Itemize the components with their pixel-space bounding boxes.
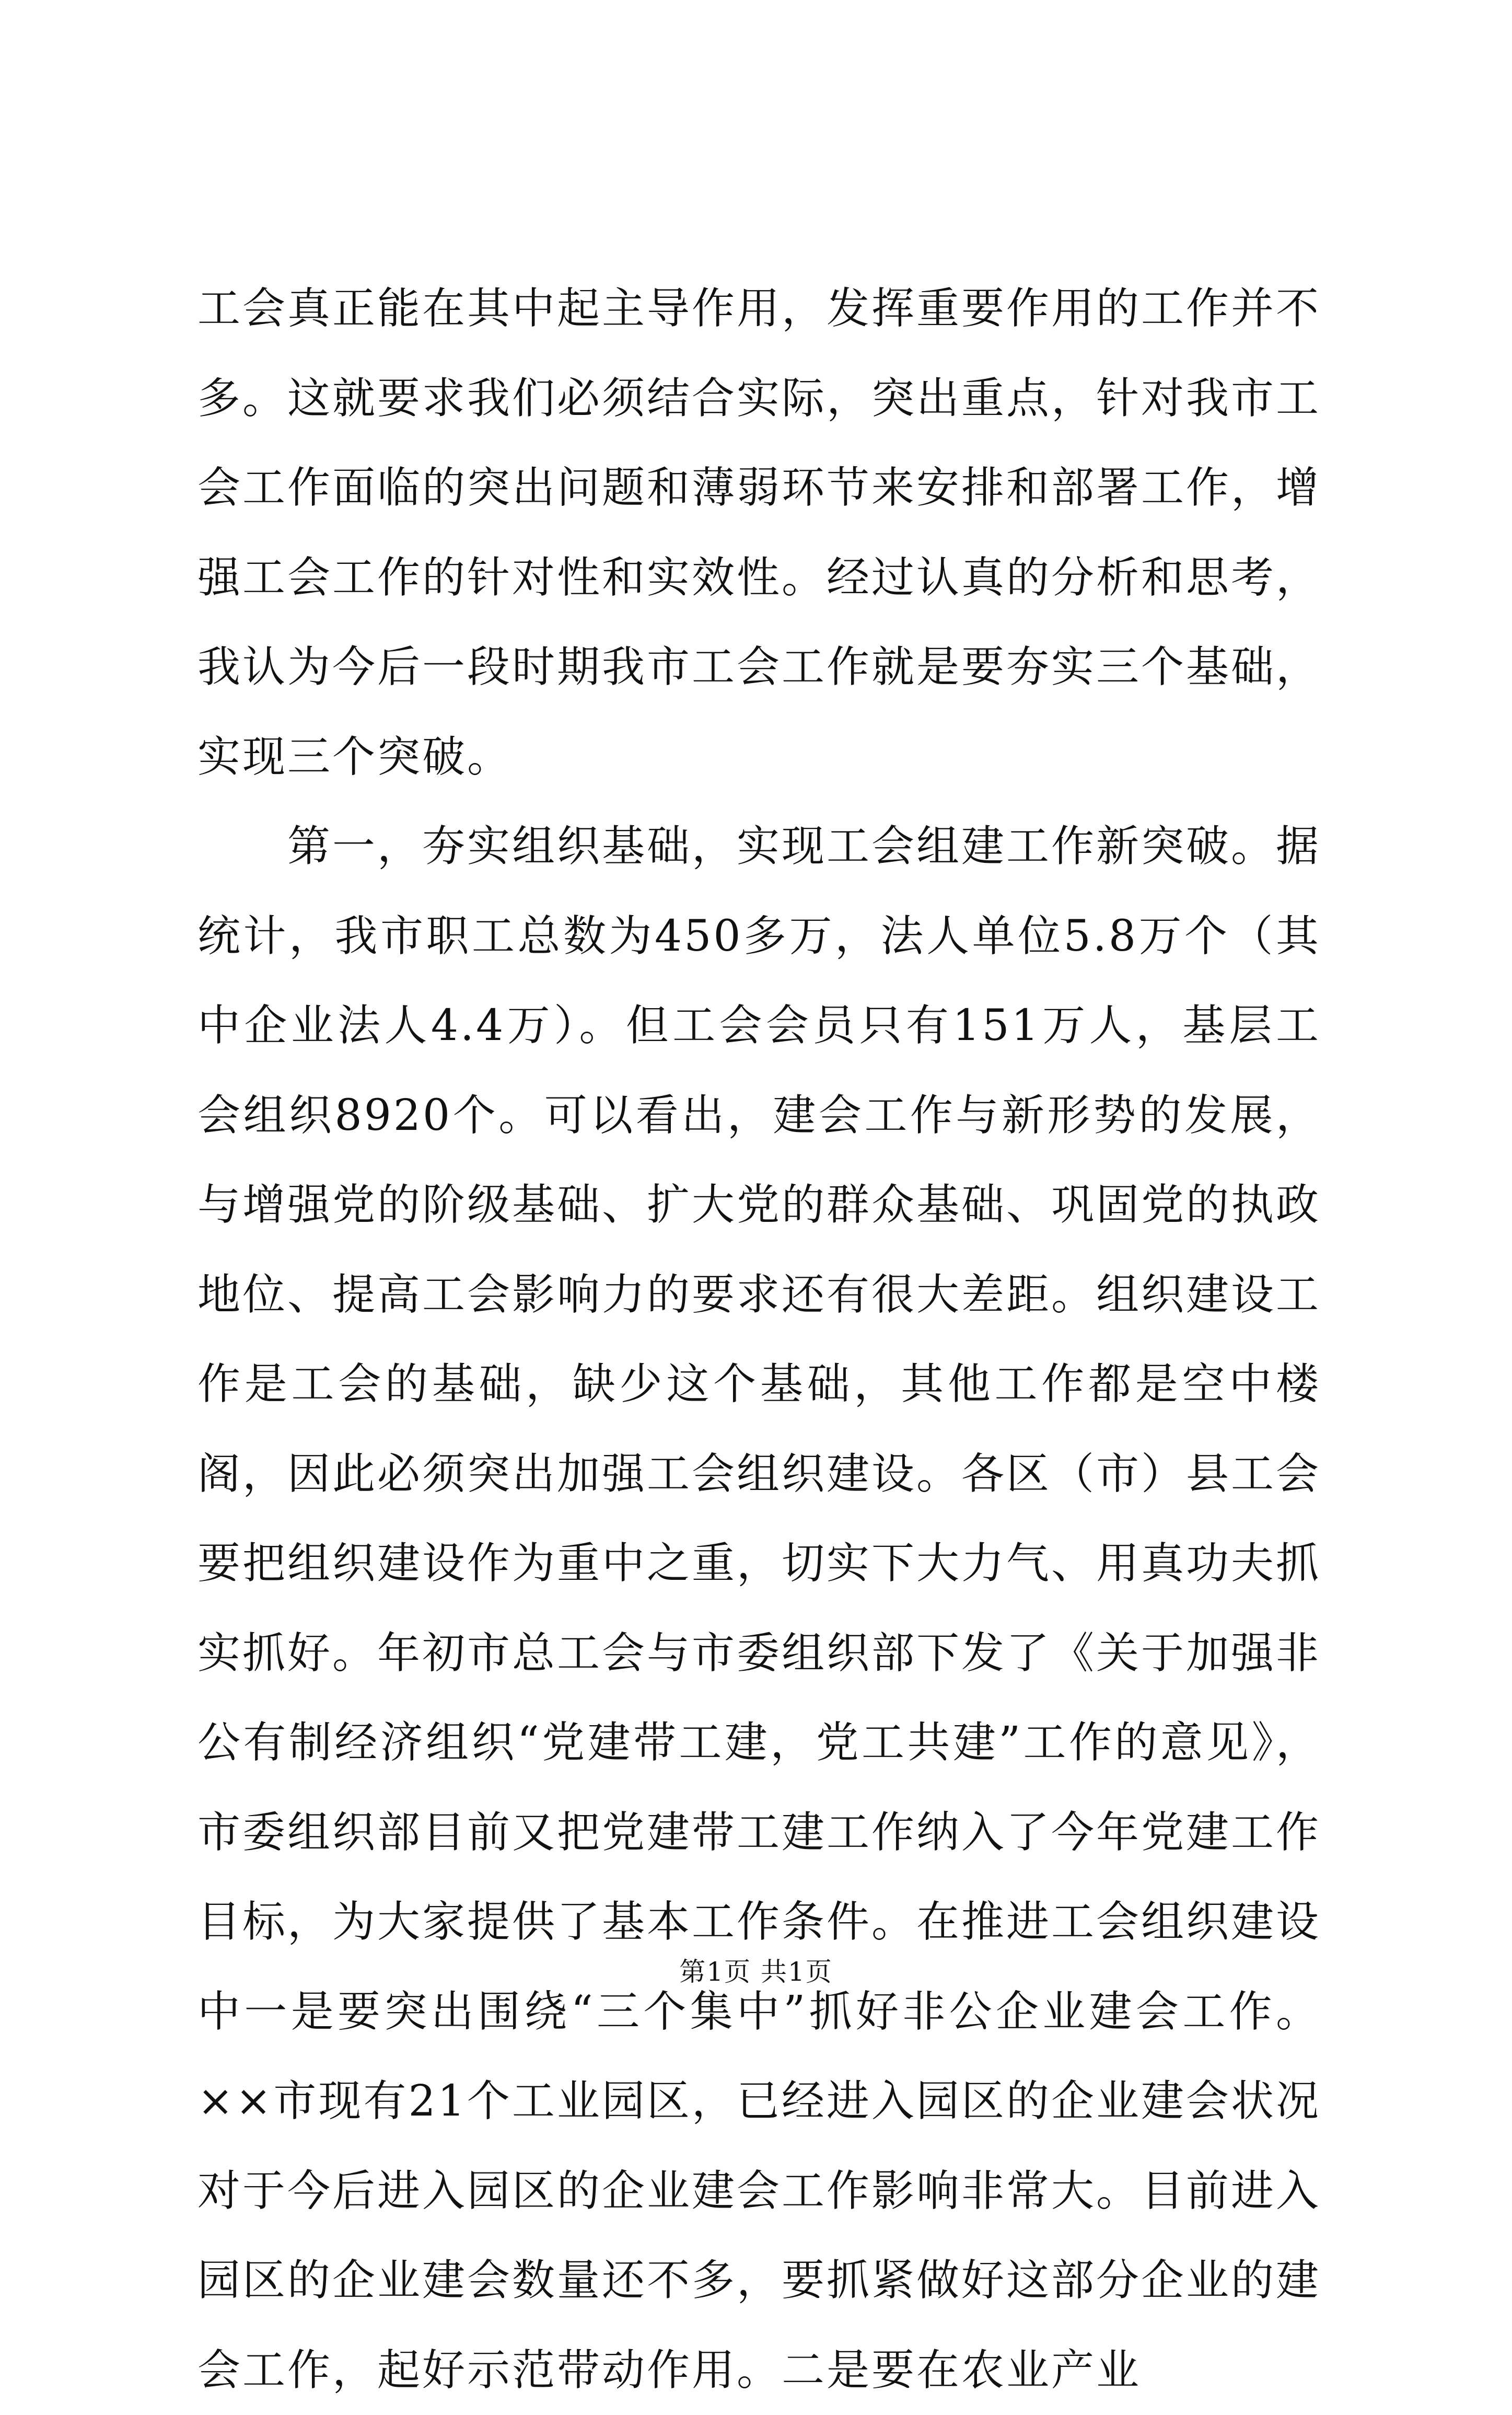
paragraph-organization-foundation: 第一，夯实组织基础，实现工会组建工作新突破。据统计，我市职工总数为450多万，法人单位5.8万个（其中企业法人4.4万）。但工会会员只有151万人，基层工会组织8920个。可以看出，建会工作与新形势的发展，与增强党的阶级基础、扩大党的群众基础、巩固党的执政地位、提高工会影响力的要求还有很大差距。组织建设工作是工会的基础，缺少这个基础，其他工作都是空中楼阁，因此必须突出加强工会组织建设。各区（市）县工会要把组织建设作为重中之重，切实下大力气、用真功夫抓实抓好。年初市总工会与市委组织部下发了《关于加强非公有制经济组织“党建带工建，党工共建”工作的意见》，市委组织部目前又把党建带工建工作纳入了今年党建工作目标，为大家提供了基本工作条件。在推进工会组织建设中一是要突出围绕“三个集中”抓好非公企业建会工作。××市现有21个工业园区，已经进入园区的企业建会状况对于今后进入园区的企业建会工作影响非常大。目前进入园区的企业建会数量还不多，要抓紧做好这部分企业的建会工作，起好示范带动作用。二是要在农业产业 — [197, 822, 1321, 2395]
paragraph-continuation: 工会真正能在其中起主导作用，发挥重要作用的工作并不多。这就要求我们必须结合实际，突出重点，针对我市工会工作面临的突出问题和薄弱环节来安排和部署工作，增强工会工作的针对性和实效性。经过认真的分析和思考，我认为今后一段时期我市工会工作就是要夯实三个基础，实现三个突破。 — [197, 284, 1321, 782]
page-footer: 第1页 共1页 — [679, 1957, 833, 1987]
document-body — [197, 264, 1321, 2415]
